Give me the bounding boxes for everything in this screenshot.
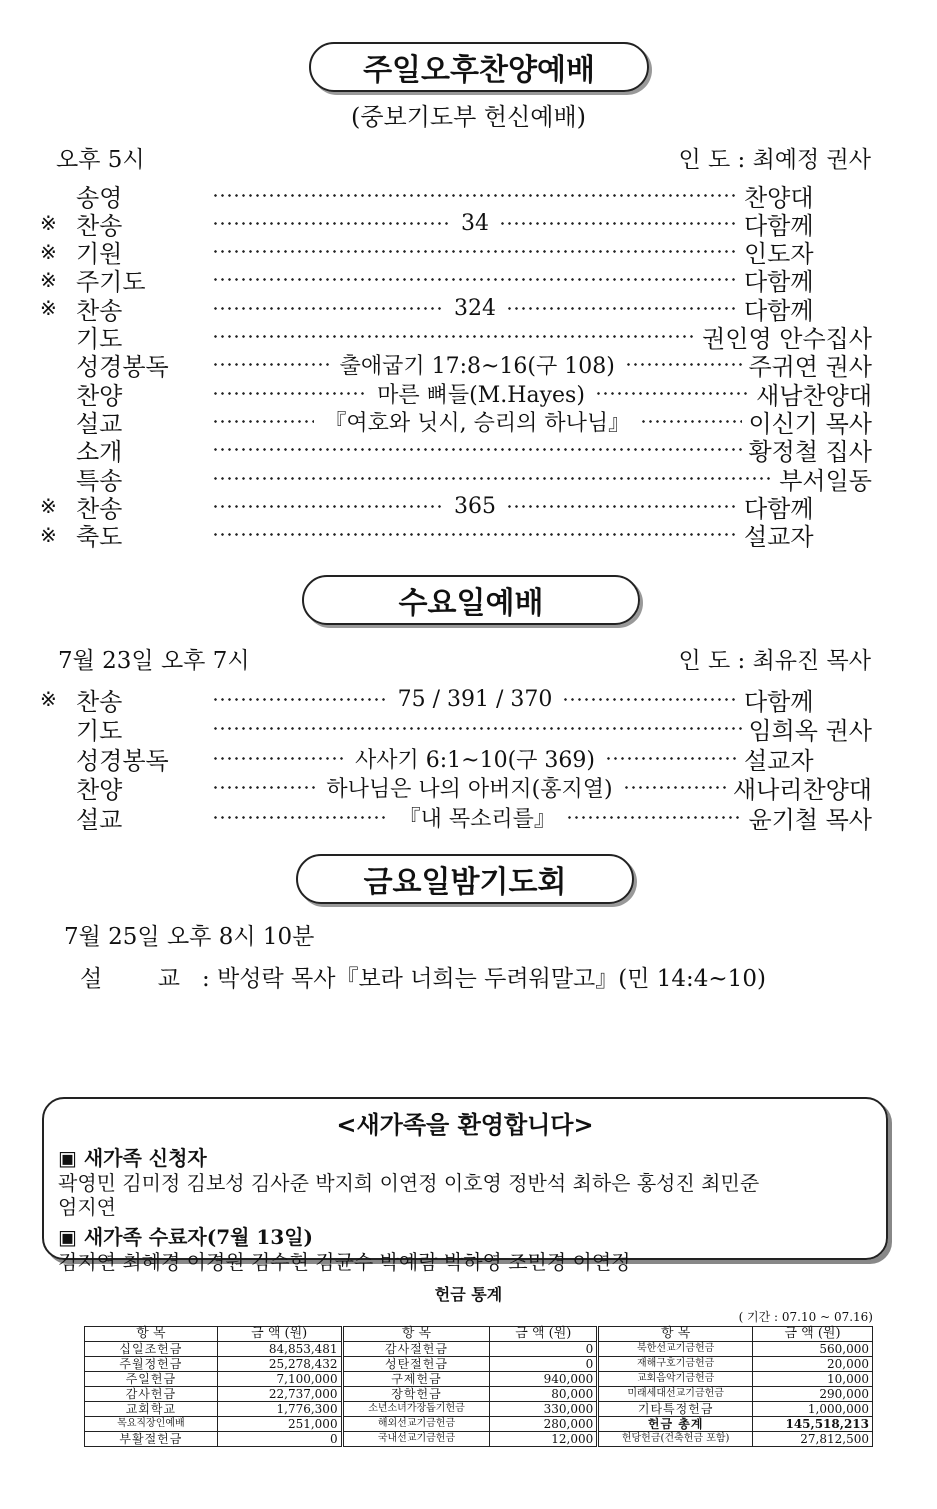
order-label: 성경봉독 [76,353,169,382]
offering-table [84,1326,873,1447]
dot-fill [212,698,388,701]
order-label: 기원 [76,240,123,269]
offering-item: 헌금 총계 [598,1417,753,1432]
dot-fill [212,307,444,310]
order-label: 찬송 [76,211,123,240]
order-label: 기도 [76,325,123,353]
leader-dots [212,323,696,351]
dot-fill [212,222,451,225]
offering-amount: 10,000 [753,1372,873,1387]
order-content: 출애굽기 17:8~16(구 108) [339,354,615,379]
offering-item: 주일헌금 [85,1372,218,1387]
order-label: 설교 [76,409,123,438]
order-row [40,379,872,410]
required-mark: ※ [40,267,57,292]
offering-amount: 0 [490,1357,598,1372]
order-responsible: 다함께 [744,296,814,325]
leader-dots [212,715,742,743]
required-mark: ※ [40,687,57,711]
order-label: 축도 [76,523,123,552]
dot-fill [212,335,696,338]
friday-time: 7월 25일 오후 8시 10분 [64,924,315,950]
order-row [40,715,872,743]
dot-fill [595,392,750,395]
order-responsible: 부서일동 [779,466,872,495]
offering-item: 소년소녀가장돕기헌금 [342,1402,490,1417]
header-item: 항 목 [342,1327,490,1342]
order-row [40,238,872,269]
dot-fill [506,307,738,310]
order-row [40,464,872,495]
order-label: 송영 [76,183,123,212]
dot-fill [212,533,738,536]
offering-amount: 0 [217,1432,342,1447]
offering-amount: 1,000,000 [753,1402,873,1417]
leader-dots [212,294,738,322]
offering-amount: 145,518,213 [753,1417,873,1432]
order-row [40,685,872,716]
offering-amount: 0 [490,1342,598,1357]
leader-dots [212,774,727,802]
offering-row [85,1357,873,1372]
order-row [40,209,872,240]
order-label: 찬양 [76,776,123,804]
order-responsible: 다함께 [744,211,814,240]
order-responsible: 새나리찬양대 [732,776,872,804]
offering-header-row [85,1327,873,1342]
wednesday-leader: 인 도 : 최유진 목사 [678,648,871,674]
offering-item: 구제헌금 [342,1372,490,1387]
offering-row [85,1342,873,1357]
order-responsible: 권인영 안수집사 [702,325,872,353]
order-row [40,803,872,834]
sunday-subtitle: (중보기도부 헌신예배) [350,103,586,131]
order-responsible: 윤기철 목사 [748,805,872,834]
offering-row [85,1417,873,1432]
offering-item: 교회음악기금헌금 [598,1372,753,1387]
order-responsible: 새남찬양대 [756,381,872,410]
order-row [40,294,872,325]
order-label: 성경봉독 [76,746,169,775]
leader-dots [212,351,742,379]
offering-amount: 20,000 [753,1357,873,1372]
offering-period: ( 기간 : 07.10 ~ 07.16) [738,1310,873,1324]
offering-item: 성탄절헌금 [342,1357,490,1372]
offering-amount: 280,000 [490,1417,598,1432]
graduates-names: 김지연 최혜경 이경원 김수현 김균수 박예람 박하영 조민경 이연정 [58,1250,631,1274]
order-row [40,181,872,212]
offering-item: 목요직장인예배 [85,1417,218,1432]
order-row [40,744,872,775]
order-responsible: 황정철 집사 [748,438,872,467]
dot-fill [625,363,743,366]
order-label: 소개 [76,438,123,467]
dot-fill [605,757,738,760]
required-mark: ※ [40,494,57,519]
sunday-leader: 인 도 : 최예정 권사 [678,147,871,173]
order-content: 75 / 391 / 370 [397,686,553,712]
leader-dots [212,803,742,831]
offering-item: 교회학교 [85,1402,218,1417]
offering-amount: 7,100,000 [217,1372,342,1387]
order-label: 찬송 [76,687,123,716]
offering-item: 주월정헌금 [85,1357,218,1372]
order-responsible: 임희옥 권사 [748,717,872,745]
order-content: 사사기 6:1~10(구 369) [355,747,595,772]
required-mark: ※ [40,522,57,547]
friday-sermon [80,960,766,993]
friday-title: 금요일밤기도회 [296,854,634,904]
order-label: 찬송 [76,296,123,325]
leader-dots [212,744,738,772]
offering-row [85,1372,873,1387]
offering-row [85,1432,873,1447]
graduates-heading: ▣ 새가족 수료자(7월 13일) [58,1225,314,1249]
header-amount: 금 액 (원) [753,1327,873,1342]
dot-fill [212,278,738,281]
required-mark: ※ [40,211,57,236]
order-responsible: 주귀연 권사 [748,353,872,382]
dot-fill [212,420,314,423]
order-label: 찬양 [76,381,123,410]
sunday-title: 주일오후찬양예배 [309,42,649,92]
order-responsible: 다함께 [744,268,814,297]
order-content: 하나님은 나의 아버지(홍지열) [326,777,613,802]
offering-amount: 1,776,300 [217,1402,342,1417]
leader-dots [212,266,738,294]
order-content: 34 [461,210,489,236]
wednesday-time: 7월 23일 오후 7시 [58,648,250,674]
offering-item: 헌당헌금(건축헌금 포함) [598,1432,753,1447]
order-responsible: 설교자 [744,523,814,552]
offering-item: 재해구호기금헌금 [598,1357,753,1372]
offering-title: 헌금 통계 [434,1285,503,1304]
friday-sermon-label: 설 교 [80,966,180,992]
order-responsible: 다함께 [744,494,814,523]
dot-fill [640,420,742,423]
offering-amount: 22,737,000 [217,1387,342,1402]
leader-dots [212,181,738,209]
order-responsible: 설교자 [744,746,814,775]
order-row [40,351,872,382]
offering-row [85,1387,873,1402]
new-family-box [42,1097,888,1274]
applicants-heading: ▣ 새가족 신청자 [58,1146,207,1170]
required-mark: ※ [40,296,57,321]
order-row [40,436,872,467]
offering-item: 감사절헌금 [342,1342,490,1357]
order-label: 주기도 [76,268,146,297]
offering-amount: 290,000 [753,1387,873,1402]
order-label: 특송 [76,466,123,495]
order-row [40,266,872,297]
order-content: 마른 뼈들(M.Hayes) [377,382,585,408]
order-row [40,521,872,552]
offering-item: 기타특정헌금 [598,1402,753,1417]
header-item: 항 목 [598,1327,753,1342]
dot-fill [212,448,742,451]
order-content: 『여호와 닛시, 승리의 하나님』 [324,410,631,436]
applicants-line-1: 곽영민 김미정 김보성 김사준 박지희 이연정 이호영 정반석 최하은 홍성진 최민준 [58,1171,760,1195]
offering-amount: 560,000 [753,1342,873,1357]
leader-dots [212,379,750,407]
offering-amount: 330,000 [490,1402,598,1417]
order-content: 365 [454,493,496,519]
leader-dots [212,521,738,549]
order-responsible: 이신기 목사 [748,409,872,438]
dot-fill [212,363,330,366]
dot-fill [212,392,367,395]
leader-dots [212,407,742,435]
offering-item: 미래세대선교기금헌금 [598,1387,753,1402]
offering-item: 국내선교기금헌금 [342,1432,490,1447]
offering-amount: 80,000 [490,1387,598,1402]
offering-amount: 25,278,432 [217,1357,342,1372]
order-row [40,492,872,523]
wednesday-title: 수요일예배 [302,575,640,625]
dot-fill [562,698,738,701]
dot-fill [212,250,738,253]
header-item: 항 목 [85,1327,218,1342]
required-mark: ※ [40,239,57,264]
order-content: 324 [454,295,496,321]
sunday-time: 오후 5시 [56,147,145,173]
dot-fill [506,505,738,508]
order-responsible: 찬양대 [744,183,814,212]
offering-amount: 84,853,481 [217,1342,342,1357]
order-label: 찬송 [76,494,123,523]
dot-fill [212,477,773,480]
leader-dots [212,238,738,266]
leader-dots [212,436,742,464]
dot-fill [212,816,389,819]
new-family-title: <새가족을 환영합니다> [336,1111,594,1139]
leader-dots [212,209,738,237]
header-amount: 금 액 (원) [490,1327,598,1342]
dot-fill [212,757,345,760]
offering-item: 감사헌금 [85,1387,218,1402]
order-content: 『내 목소리를』 [398,806,556,831]
dot-fill [499,222,738,225]
offering-row [85,1402,873,1417]
offering-item: 해외선교기금헌금 [342,1417,490,1432]
dot-fill [566,816,743,819]
offering-item: 북한선교기금헌금 [598,1342,753,1357]
order-label: 기도 [76,717,123,745]
order-row [40,774,872,802]
order-responsible: 인도자 [744,240,814,269]
friday-sermon-text: : 박성락 목사『보라 너희는 두려워말고』(민 14:4~10) [202,966,766,992]
dot-fill [212,786,316,789]
order-responsible: 다함께 [744,687,814,716]
dot-fill [212,194,738,197]
offering-item: 십일조헌금 [85,1342,218,1357]
leader-dots [212,492,738,520]
offering-amount: 12,000 [490,1432,598,1447]
offering-amount: 251,000 [217,1417,342,1432]
dot-fill [623,786,727,789]
offering-amount: 940,000 [490,1372,598,1387]
dot-fill [212,727,742,730]
applicants-line-2: 엄지연 [58,1195,116,1219]
order-label: 설교 [76,805,123,834]
offering-item: 부활절헌금 [85,1432,218,1447]
offering-item: 장학헌금 [342,1387,490,1402]
leader-dots [212,685,738,713]
order-row [40,323,872,351]
leader-dots [212,464,773,492]
header-amount: 금 액 (원) [217,1327,342,1342]
offering-amount: 27,812,500 [753,1432,873,1447]
order-row [40,407,872,438]
dot-fill [212,505,444,508]
